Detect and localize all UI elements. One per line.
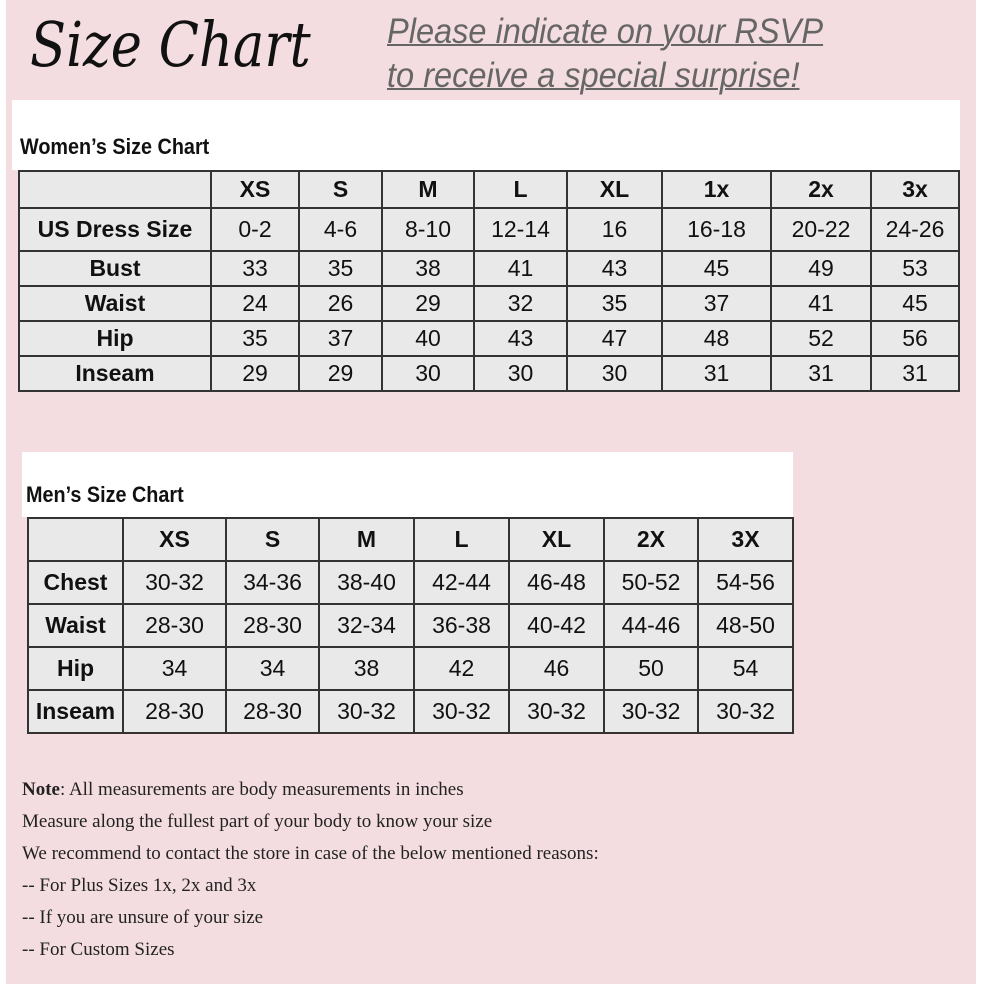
row-label: Hip (28, 647, 123, 690)
table-cell: 49 (771, 251, 871, 286)
table-cell: 37 (299, 321, 382, 356)
table-cell: 35 (567, 286, 662, 321)
table-row (28, 647, 793, 690)
column-header: M (382, 171, 474, 208)
table-row (19, 286, 959, 321)
table-cell: 31 (871, 356, 959, 391)
column-header: 2X (604, 518, 698, 561)
column-header: 2x (771, 171, 871, 208)
table-cell: 45 (871, 286, 959, 321)
table-cell: 50-52 (604, 561, 698, 604)
women-size-table (18, 170, 960, 392)
table-cell: 8-10 (382, 208, 474, 251)
table-cell: 26 (299, 286, 382, 321)
table-cell: 33 (211, 251, 299, 286)
table-cell: 42-44 (414, 561, 509, 604)
row-label: Bust (19, 251, 211, 286)
table-cell: 0-2 (211, 208, 299, 251)
promo-line-2: to receive a special surprise! (387, 56, 800, 95)
table-row (19, 321, 959, 356)
table-cell: 30-32 (414, 690, 509, 733)
column-header: L (474, 171, 567, 208)
note-line: -- If you are unsure of your size (22, 907, 264, 928)
note-line: Measure along the fullest part of your body to know your size (22, 811, 493, 832)
note-line: -- For Plus Sizes 1x, 2x and 3x (22, 875, 257, 896)
note-line: We recommend to contact the store in case of the below mentioned reasons: (22, 843, 599, 864)
table-cell: 4-6 (299, 208, 382, 251)
table-cell: 36-38 (414, 604, 509, 647)
table-cell: 34 (226, 647, 319, 690)
table-cell: 24-26 (871, 208, 959, 251)
table-cell: 30 (474, 356, 567, 391)
table-row (28, 690, 793, 733)
women-heading: Women’s Size Chart (20, 134, 210, 159)
table-cell: 28-30 (123, 690, 226, 733)
table-cell: 38 (319, 647, 414, 690)
row-label: US Dress Size (19, 208, 211, 251)
table-cell: 45 (662, 251, 771, 286)
column-header: 3X (698, 518, 793, 561)
table-cell: 30 (567, 356, 662, 391)
promo-line-1: Please indicate on your RSVP (387, 12, 824, 51)
table-cell: 20-22 (771, 208, 871, 251)
note-line-1 (22, 776, 599, 808)
table-cell: 12-14 (474, 208, 567, 251)
table-cell: 28-30 (226, 690, 319, 733)
table-cell: 41 (474, 251, 567, 286)
table-cell: 40 (382, 321, 474, 356)
table-cell: 43 (474, 321, 567, 356)
table-cell: 52 (771, 321, 871, 356)
row-label: Hip (19, 321, 211, 356)
table-cell: 41 (771, 286, 871, 321)
note-line: -- For Custom Sizes (22, 939, 175, 960)
table-cell: 30 (382, 356, 474, 391)
table-cell: 28-30 (123, 604, 226, 647)
table-cell: 32 (474, 286, 567, 321)
men-heading: Men’s Size Chart (26, 482, 184, 507)
table-cell: 16-18 (662, 208, 771, 251)
table-row (19, 356, 959, 391)
table-cell: 43 (567, 251, 662, 286)
table-cell: 16 (567, 208, 662, 251)
women-heading-box (12, 100, 960, 170)
table-row (19, 208, 959, 251)
table-row (28, 561, 793, 604)
men-heading-box (22, 452, 793, 517)
table-cell: 29 (299, 356, 382, 391)
table-cell: 40-42 (509, 604, 604, 647)
table-cell: 32-34 (319, 604, 414, 647)
header-row (28, 518, 793, 561)
column-header (28, 518, 123, 561)
column-header (19, 171, 211, 208)
table-cell: 30-32 (123, 561, 226, 604)
table-cell: 46-48 (509, 561, 604, 604)
note-label: Note (22, 779, 60, 800)
table-cell: 29 (211, 356, 299, 391)
table-cell: 38-40 (319, 561, 414, 604)
table-cell: 53 (871, 251, 959, 286)
table-cell: 34 (123, 647, 226, 690)
column-header: 3x (871, 171, 959, 208)
header-row (19, 171, 959, 208)
column-header: S (226, 518, 319, 561)
column-header: XS (211, 171, 299, 208)
table-row (28, 604, 793, 647)
row-label: Inseam (19, 356, 211, 391)
row-label: Waist (19, 286, 211, 321)
table-cell: 29 (382, 286, 474, 321)
table-cell: 37 (662, 286, 771, 321)
table-cell: 47 (567, 321, 662, 356)
table-cell: 50 (604, 647, 698, 690)
table-cell: 28-30 (226, 604, 319, 647)
column-header: XL (509, 518, 604, 561)
page-title: Size Chart (30, 8, 311, 81)
note-text: : All measurements are body measurements in inches (59, 779, 464, 800)
men-size-table (27, 517, 794, 734)
row-label: Inseam (28, 690, 123, 733)
table-cell: 48 (662, 321, 771, 356)
table-cell: 42 (414, 647, 509, 690)
row-label: Chest (28, 561, 123, 604)
column-header: M (319, 518, 414, 561)
column-header: S (299, 171, 382, 208)
table-cell: 56 (871, 321, 959, 356)
table-cell: 54 (698, 647, 793, 690)
table-cell: 34-36 (226, 561, 319, 604)
table-cell: 35 (299, 251, 382, 286)
table-cell: 44-46 (604, 604, 698, 647)
table-cell: 48-50 (698, 604, 793, 647)
table-cell: 38 (382, 251, 474, 286)
table-cell: 35 (211, 321, 299, 356)
column-header: 1x (662, 171, 771, 208)
column-header: XS (123, 518, 226, 561)
column-header: L (414, 518, 509, 561)
table-cell: 46 (509, 647, 604, 690)
row-label: Waist (28, 604, 123, 647)
table-cell: 30-32 (698, 690, 793, 733)
table-cell: 30-32 (604, 690, 698, 733)
table-cell: 30-32 (319, 690, 414, 733)
table-cell: 54-56 (698, 561, 793, 604)
column-header: XL (567, 171, 662, 208)
table-row (19, 251, 959, 286)
table-cell: 31 (771, 356, 871, 391)
table-cell: 24 (211, 286, 299, 321)
notes (22, 776, 599, 968)
table-cell: 30-32 (509, 690, 604, 733)
table-cell: 31 (662, 356, 771, 391)
